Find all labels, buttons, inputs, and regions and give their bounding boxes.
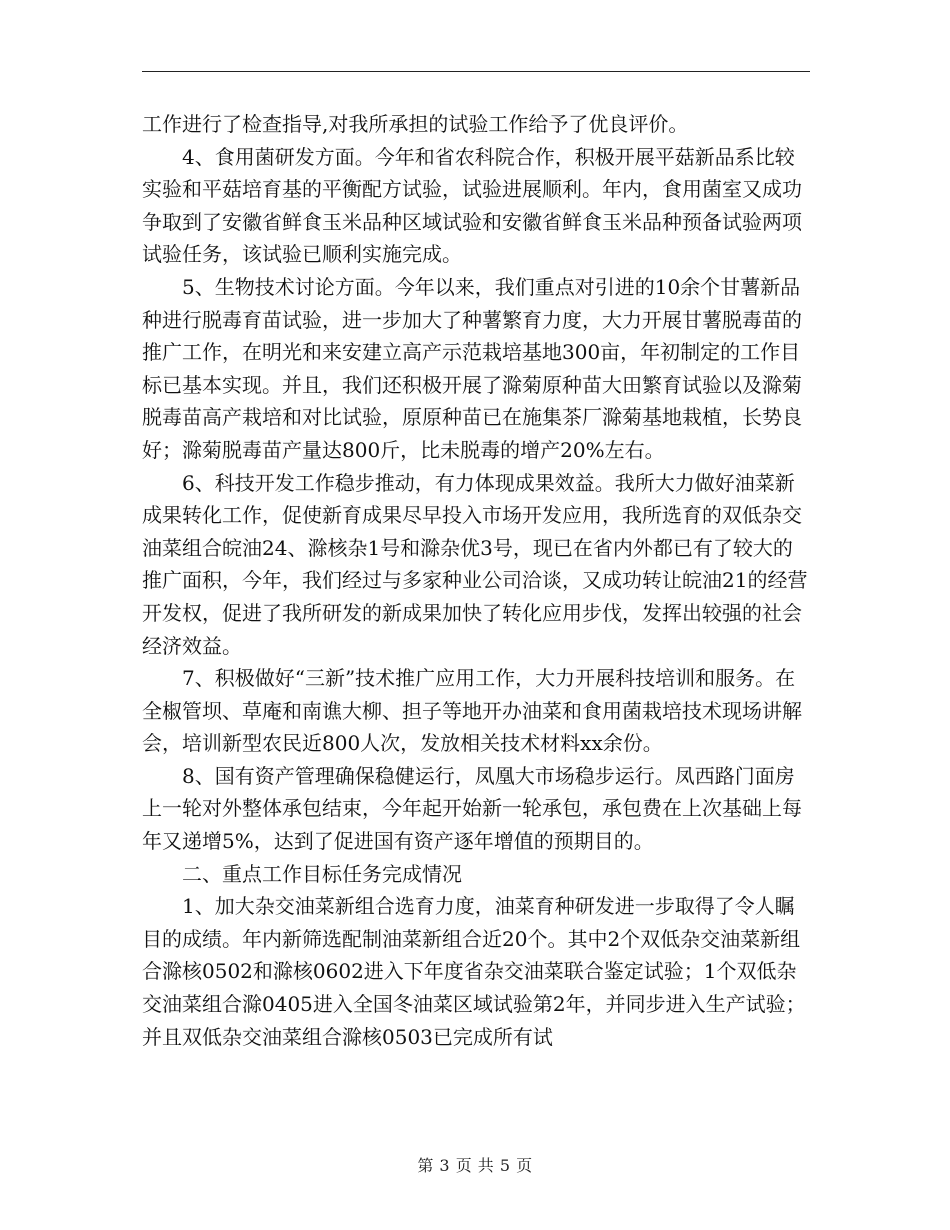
page-number: 第 3 页 共 5 页 (417, 1156, 533, 1175)
paragraph-item-4: 4、食用菌研发方面。今年和省农科院合作，积极开展平菇新品系比较实验和平菇培育基的平衡配方试验，试验进展顺利。年内，食用菌室又成功争取到了安徽省鲜食玉米品种区域试验和安徽省鲜食玉米品种预备试验两项试验任务，该试验已顺利实施完成。 (142, 144, 802, 267)
paragraph-item-6: 6、科技开发工作稳步推动，有力体现成果效益。我所大力做好油菜新成果转化工作，促使新育成果尽早投入市场开发应用，我所选育的双低杂交油菜组合皖油24、滁核杂1号和滁杂优3号，现已在省内外都已有了较大的推广面积，今年，我们经过与多家种业公司洽谈，又成功转让皖油21的经营开发权，促进了我所研发的新成果加快了转化应用步伐，发挥出较强的社会经济效益。 (142, 470, 808, 658)
paragraph-item-5: 5、生物技术讨论方面。今年以来，我们重点对引进的10余个甘薯新品种进行脱毒育苗试验，进一步加大了种薯繁育力度，大力开展甘薯脱毒苗的推广工作，在明光和来安建立高产示范栽培基地300亩，年初制定的工作目标已基本实现。并且，我们还积极开展了滁菊原种苗大田繁育试验以及滁菊脱毒苗高产栽培和对比试验，原原种苗已在施集茶厂滁菊基地栽植，长势良好；滁菊脱毒苗产量达800斤，比未脱毒的增产20%左右。 (142, 274, 802, 462)
header-rule (142, 71, 810, 72)
paragraph-item-7: 7、积极做好“三新”技术推广应用工作，大力开展科技培训和服务。在全椒管坝、草庵和南谯大柳、担子等地开办油菜和食用菌栽培技术现场讲解会，培训新型农民近800人次，发放相关技术材料xx余份。 (142, 666, 802, 756)
document-body (142, 108, 810, 1053)
paragraph-target-1: 1、加大杂交油菜新组合选育力度，油菜育种研发进一步取得了令人瞩目的成绩。年内新筛选配制油菜新组合近20个。其中2个双低杂交油菜新组合滁核0502和滁核0602进入下年度省杂交油菜联合鉴定试验；1个双低杂交油菜组合滁0405进入全国冬油菜区域试验第2年，并同步进入生产试验；并且双低杂交油菜组合滁核0503已完成所有试 (142, 894, 806, 1049)
paragraph-continuation: 工作进行了检查指导,对我所承担的试验工作给予了优良评价。 (142, 112, 689, 136)
section-heading: 二、重点工作目标任务完成情况 (182, 861, 462, 886)
paragraph-item-8: 8、国有资产管理确保稳健运行，凤凰大市场稳步运行。凤西路门面房上一轮对外整体承包结束，今年起开始新一轮承包，承包费在上次基础上每年又递增5%，达到了促进国有资产逐年增值的预期目的。 (142, 763, 802, 854)
